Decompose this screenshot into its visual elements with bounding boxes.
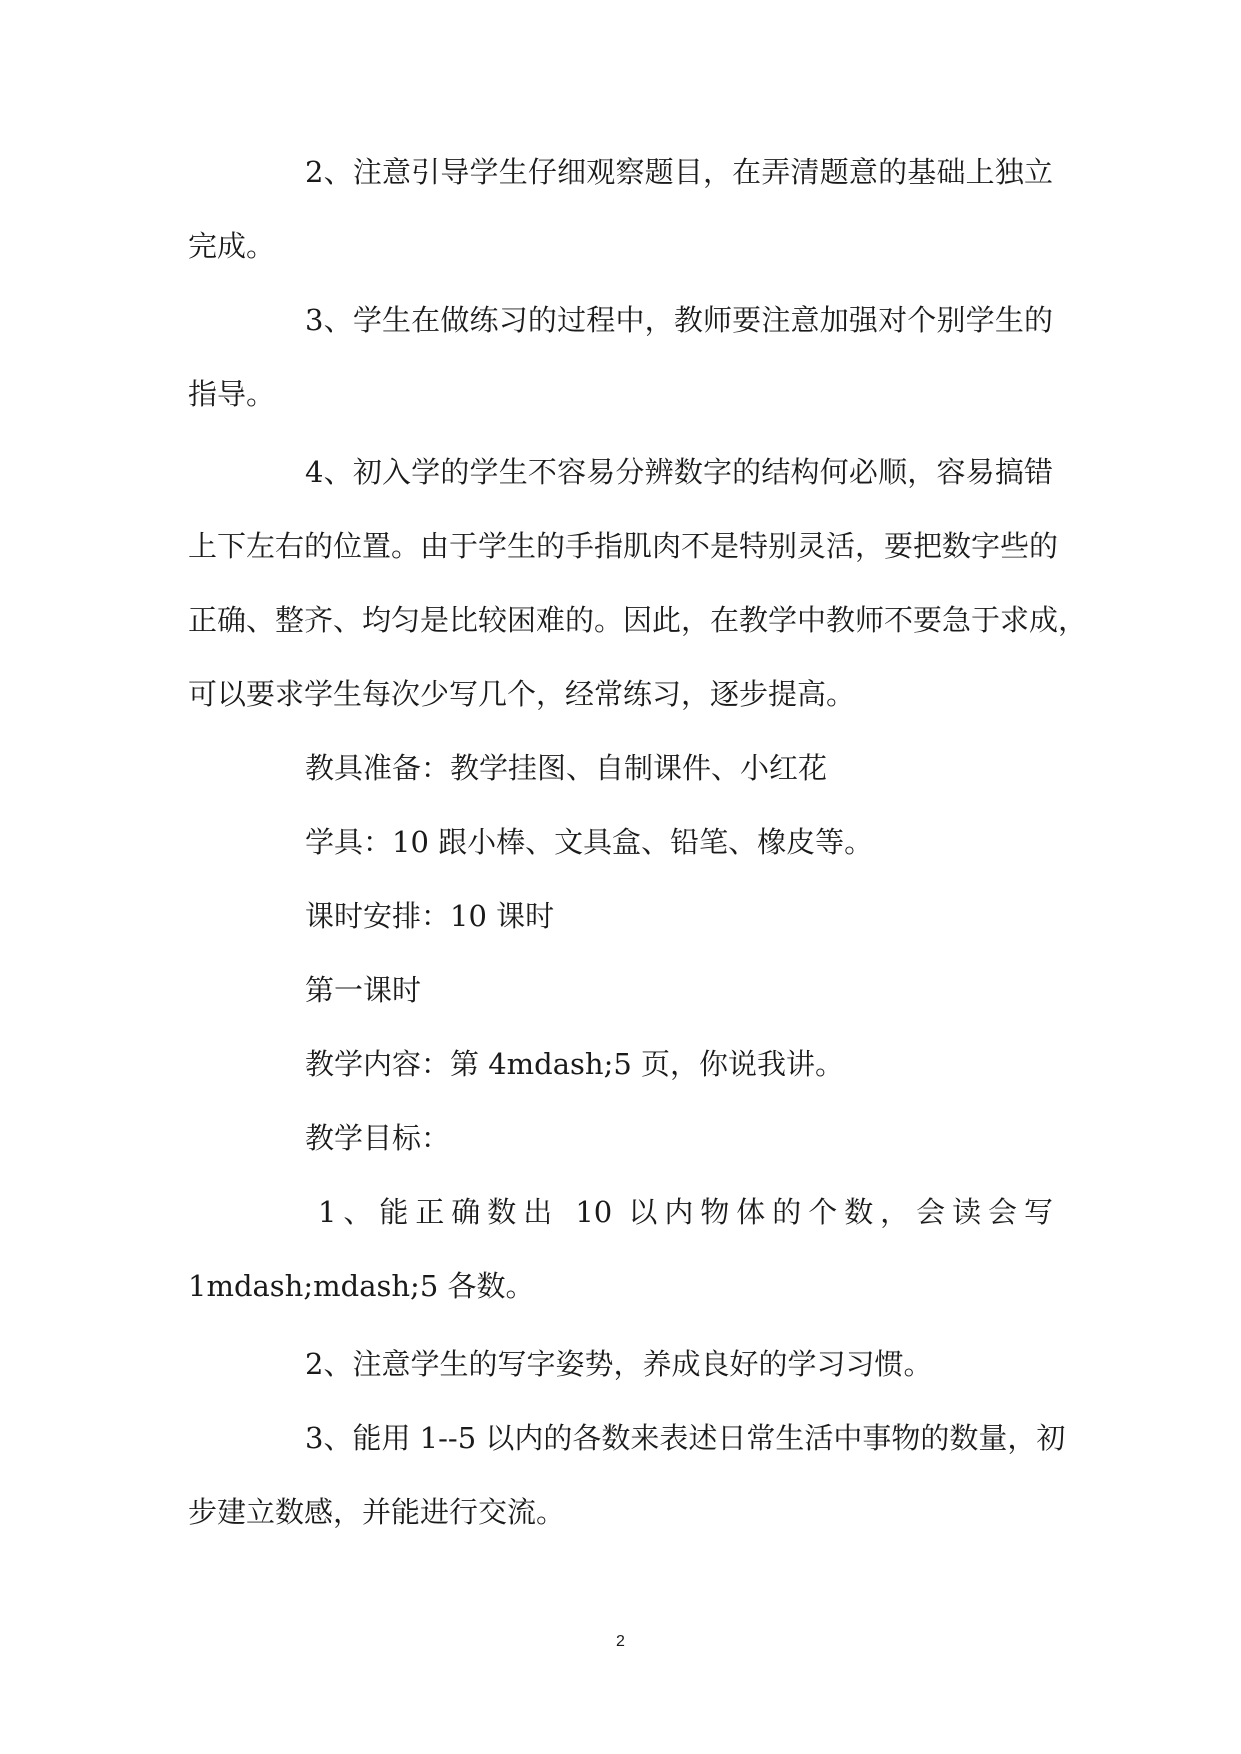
paragraph-line: 步建立数感，并能进行交流。	[188, 1495, 566, 1529]
paragraph-line: 课时安排：10 课时	[305, 899, 555, 933]
paragraph-line: 4、初入学的学生不容易分辨数字的结构何必顺，容易搞错	[305, 455, 1053, 489]
page-number: 2	[616, 1633, 625, 1650]
paragraph-line: 2、注意引导学生仔细观察题目，在弄清题意的基础上独立	[305, 155, 1053, 189]
paragraph-line: 3、学生在做练习的过程中，教师要注意加强对个别学生的	[305, 303, 1053, 337]
paragraph-line: 完成。	[188, 229, 276, 263]
paragraph-line: 教学目标：	[305, 1121, 451, 1155]
paragraph-line: 教具准备：教学挂图、自制课件、小红花	[305, 751, 828, 785]
paragraph-line: 教学内容：第 4mdash;5 页，你说我讲。	[305, 1047, 845, 1081]
paragraph-line: 指导。	[188, 377, 276, 411]
paragraph-line: 1mdash;mdash;5 各数。	[188, 1269, 535, 1303]
paragraph-line: 1、能正确数出 10 以内物体的个数，会读会写	[318, 1195, 1053, 1229]
paragraph-line: 可以要求学生每次少写几个，经常练习，逐步提高。	[188, 677, 856, 711]
paragraph-line: 2、注意学生的写字姿势，养成良好的学习习惯。	[305, 1347, 933, 1381]
paragraph-line: 正确、整齐、均匀是比较困难的。因此，在教学中教师不要急于求成，	[188, 603, 1088, 637]
paragraph-line: 上下左右的位置。由于学生的手指肌肉不是特别灵活，要把数字些的	[188, 529, 1059, 563]
section-heading: 第一课时	[305, 973, 422, 1007]
paragraph-line: 学具：10 跟小棒、文具盒、铅笔、橡皮等。	[305, 825, 874, 859]
paragraph-line: 3、能用 1--5 以内的各数来表述日常生活中事物的数量，初	[305, 1421, 1066, 1455]
